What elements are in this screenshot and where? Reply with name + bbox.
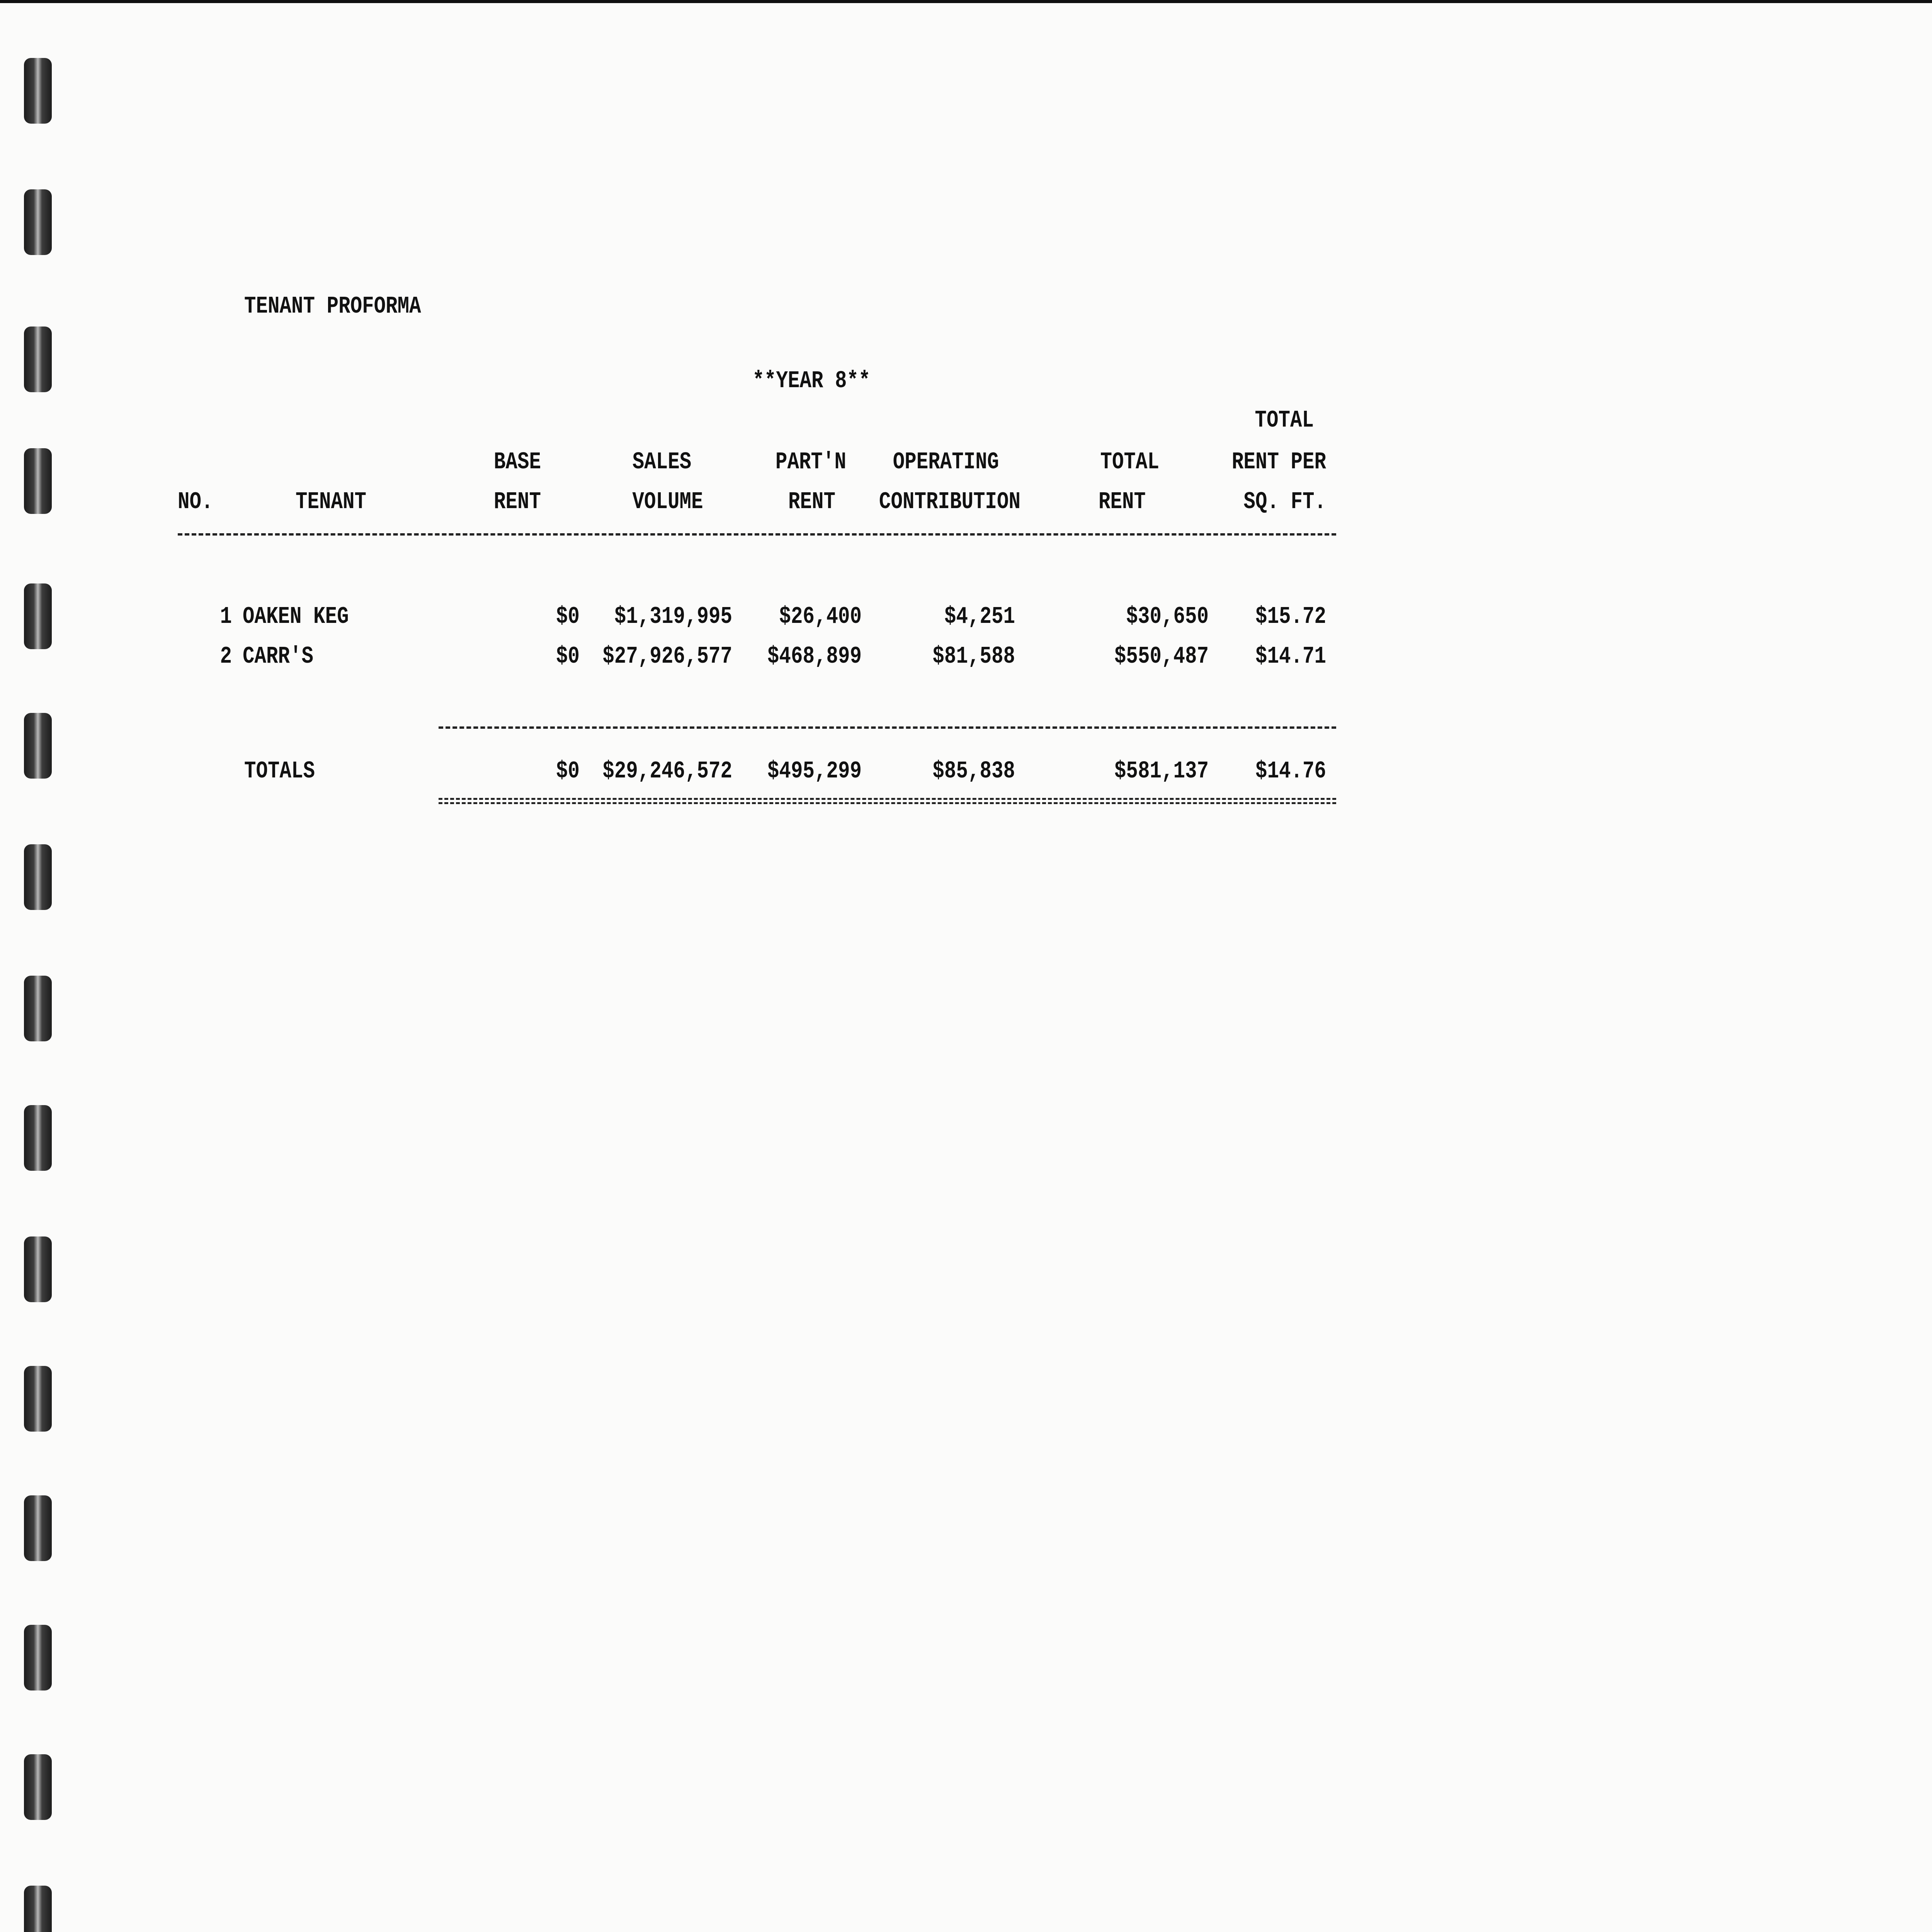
row-sales-volume: $1,319,995 — [614, 603, 732, 630]
row-operating-contribution: $4,251 — [944, 603, 1015, 630]
binder-hole — [24, 1236, 52, 1302]
row-total-rent: $550,487 — [1114, 643, 1209, 670]
row-operating-contribution: $81,588 — [932, 643, 1015, 670]
totals-label: TOTALS — [244, 757, 315, 785]
binder-hole — [24, 1366, 52, 1432]
row-partn-rent: $468,899 — [767, 643, 862, 670]
header-sales-volume-line2: VOLUME — [632, 488, 703, 515]
binder-hole — [24, 1105, 52, 1171]
binder-hole — [24, 58, 52, 124]
header-operating-contribution-line2: CONTRIBUTION — [879, 488, 1021, 515]
row-base-rent: $0 — [556, 603, 580, 630]
page-top-edge — [0, 0, 1932, 3]
header-partn-rent-line2: RENT — [788, 488, 835, 515]
binder-hole — [24, 844, 52, 910]
header-total-rent-line1: TOTAL — [1100, 448, 1159, 476]
row-no: 2 — [220, 643, 232, 670]
row-sales-volume: $27,926,577 — [602, 643, 732, 670]
row-no: 1 — [220, 603, 232, 630]
row-base-rent: $0 — [556, 643, 580, 670]
header-operating-contribution-line1: OPERATING — [893, 448, 999, 476]
totals-rent-per-sqft: $14.76 — [1255, 757, 1326, 785]
binder-hole — [24, 448, 52, 514]
header-no: NO. — [178, 488, 213, 515]
header-rent-per-sqft-line1: TOTAL — [1255, 406, 1314, 434]
header-base-rent-line1: BASE — [493, 448, 541, 476]
totals-sales-volume: $29,246,572 — [602, 757, 732, 785]
totals-base-rent: $0 — [556, 757, 580, 785]
totals-partn-rent: $495,299 — [767, 757, 862, 785]
totals-total-rent: $581,137 — [1114, 757, 1209, 785]
row-tenant: OAKEN KEG — [243, 603, 349, 630]
row-total-rent: $30,650 — [1126, 603, 1209, 630]
binder-hole — [24, 583, 52, 649]
binder-hole — [24, 1886, 52, 1932]
binder-hole — [24, 1754, 52, 1820]
header-total-rent-line2: RENT — [1098, 488, 1146, 515]
row-partn-rent: $26,400 — [779, 603, 862, 630]
totals-operating-contribution: $85,838 — [932, 757, 1015, 785]
header-tenant: TENANT — [296, 488, 367, 515]
period-label: **YEAR 8** — [752, 367, 871, 395]
binder-hole — [24, 1625, 52, 1690]
header-sales-volume-line1: SALES — [632, 448, 692, 476]
binder-hole — [24, 327, 52, 392]
binder-hole — [24, 713, 52, 779]
binder-hole — [24, 189, 52, 255]
totals-rule — [439, 726, 1336, 729]
header-rent-per-sqft-line2: RENT PER — [1231, 448, 1326, 476]
header-partn-rent-line1: PART'N — [775, 448, 846, 476]
row-rent-per-sqft: $15.72 — [1255, 603, 1326, 630]
binder-hole — [24, 1495, 52, 1561]
header-rent-per-sqft-line3: SQ. FT. — [1243, 488, 1326, 515]
header-base-rent-line2: RENT — [493, 488, 541, 515]
row-rent-per-sqft: $14.71 — [1255, 643, 1326, 670]
header-rule — [178, 533, 1336, 536]
document-title: TENANT PROFORMA — [244, 293, 421, 320]
totals-double-rule — [439, 798, 1336, 804]
row-tenant: CARR'S — [243, 643, 314, 670]
binder-hole — [24, 976, 52, 1041]
